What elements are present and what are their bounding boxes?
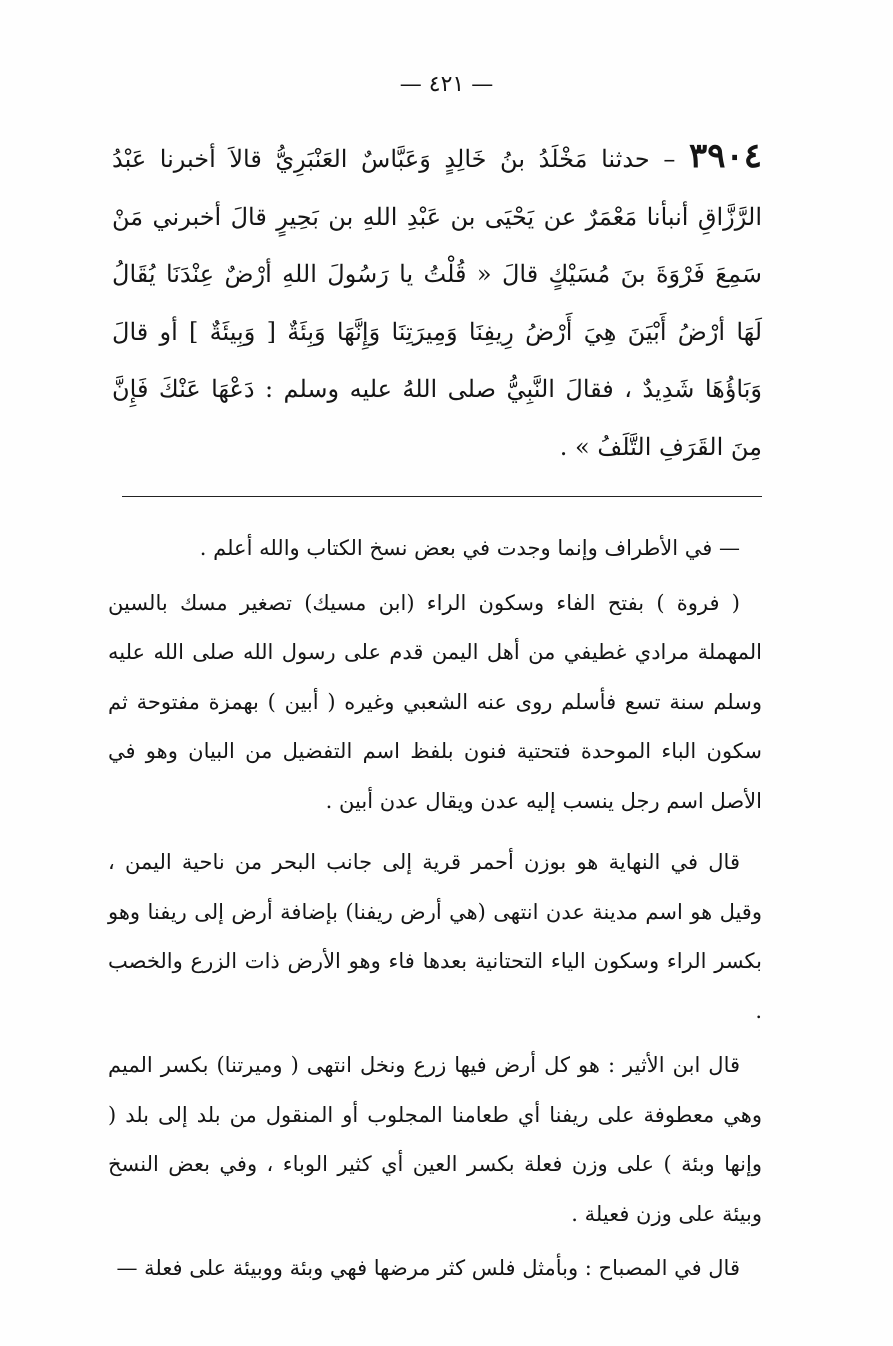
hadith-text-block bbox=[112, 128, 762, 476]
commentary-paragraph: قال في المصباح : وبأمثل فلس كثر مرضها فهي وبئة ووبيئة على فعلة — bbox=[116, 1256, 740, 1280]
footnote-divider bbox=[122, 496, 762, 497]
hadith-number: ٣٩٠٤ bbox=[688, 136, 762, 176]
commentary-paragraph: ( فروة ) بفتح الفاء وسكون الراء (ابن مسيك) تصغير مسك بالسين المهملة مرادي غطيفي من أهل اليمن قدم على رسول الله صلى الله عليه وسلم سنة تسع فأسلم روى عنه الشعبي وغيره ( أبين ) بهمزة مفتوحة ثم سكون الباء الموحدة فتحتية فنون بلفظ اسم التفضيل من البيان وهو في الأصل اسم رجل ينسب إليه عدن ويقال عدن أبين . bbox=[108, 590, 762, 813]
page-number: — ٤٢١ — bbox=[399, 72, 494, 97]
commentary-block bbox=[108, 524, 762, 1294]
hadith-text: – حدثنا مَخْلَدُ بنُ خَالِدٍ وَعَبَّاسٌ العَنْبَرِيُّ قالاَ أخبرنا عَبْدُ الرَّزَّاقِ أنبأنا مَعْمَرٌ عن يَحْيَى بن عَبْدِ اللهِ بن بَحِيرٍ قالَ أخبرني مَنْ سَمِعَ فَرْوَةَ بنَ مُسَيْكٍ قالَ « قُلْتُ يا رَسُولَ اللهِ أرْضٌ عِنْدَنَا يُقَالُ لَهَا أرْضُ أَبْيَنَ هِيَ أَرْضُ رِيفِنَا وَمِيرَتِنَا وَإِنَّهَا وَبِئَةٌ [ وَبِيئَةٌ ] أو قالَ وَبَاؤُهَا شَدِيدٌ ، فقالَ النَّبِيُّ صلى اللهُ عليه وسلم : دَعْهَا عَنْكَ فَإِنَّ مِنَ القَرَفِ التَّلَفُ » . bbox=[112, 145, 762, 461]
footnote-continuation: — في الأطراف وإنما وجدت في بعض نسخ الكتاب والله أعلم . bbox=[199, 536, 740, 560]
commentary-paragraph: قال ابن الأثير : هو كل أرض فيها زرع ونخل انتهى ( وميرتنا) بكسر الميم وهي معطوفة على ريفنا أي طعامنا المجلوب أو المنقول من بلد إلى بلد ( وإنها وبئة ) على وزن فعلة بكسر العين أي كثير الوباء ، وفي بعض النسخ وبيئة على وزن فعيلة . bbox=[108, 1053, 762, 1226]
commentary-paragraph: قال في النهاية هو بوزن أحمر قرية إلى جانب البحر من ناحية اليمن ، وقيل هو اسم مدينة عدن انتهى (هي أرض ريفنا) بإضافة أرض إلى ريفنا وهو بكسر الراء وسكون الياء التحتانية بعدها فاء وهو الأرض ذات الزرع والخصب . bbox=[108, 850, 762, 1023]
